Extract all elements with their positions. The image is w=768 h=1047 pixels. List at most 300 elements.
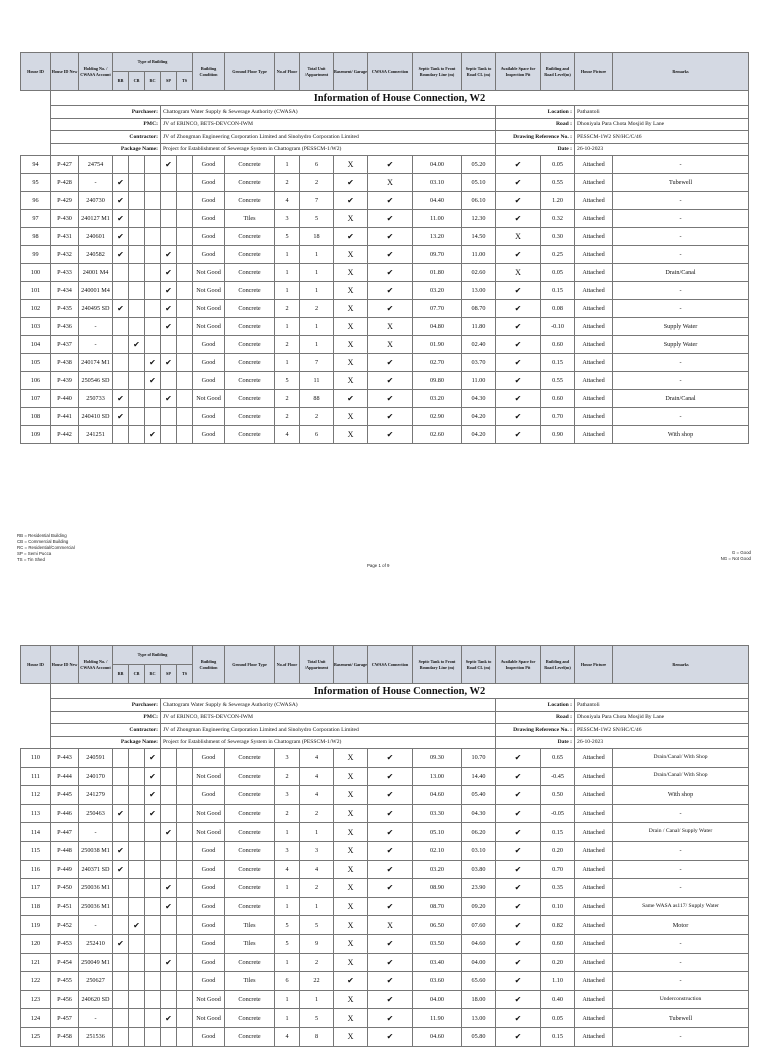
cell-remarks: Tubewell — [613, 1009, 749, 1028]
cell-septic-front: 08.70 — [413, 897, 462, 916]
cell-remarks: With shop — [613, 786, 749, 805]
cell-type-ts — [177, 408, 193, 426]
cell-holding-no: 240001 M4 — [79, 282, 113, 300]
col-rc: RC — [145, 72, 161, 91]
cell-inspection-space: ✔ — [496, 934, 541, 953]
cell-type-cb: ✔ — [129, 916, 145, 935]
cell-type-ts — [177, 767, 193, 786]
cell-type-rb: ✔ — [113, 300, 129, 318]
cell-basement: X — [334, 1009, 368, 1028]
cell-inspection-space: ✔ — [496, 390, 541, 408]
package-value: Project for Establishment of Sewerage System in Chattogram (PESSCM-1/W2) — [161, 143, 496, 156]
cell-no-of-floor: 1 — [275, 823, 300, 842]
cell-cwasa-connection: ✔ — [368, 953, 413, 972]
cell-holding-no: - — [79, 174, 113, 192]
cell-cwasa-connection: X — [368, 174, 413, 192]
legend-item: RB = Residential Building — [17, 533, 67, 538]
cell-house-id-new: P-439 — [51, 372, 79, 390]
cell-type-cb — [129, 372, 145, 390]
cell-basement: X — [334, 318, 368, 336]
cell-holding-no: 250627 — [79, 972, 113, 991]
purchaser-value: Chattogram Water Supply & Sewerage Authority (CWASA) — [161, 699, 496, 712]
table-row — [21, 372, 749, 390]
cell-building-condition: Good — [193, 372, 225, 390]
col-building-condition: Building Condition — [193, 53, 225, 91]
cell-house-id: 115 — [21, 841, 51, 860]
cell-type-cb — [129, 228, 145, 246]
cell-holding-no: - — [79, 1009, 113, 1028]
cell-inspection-space: ✔ — [496, 174, 541, 192]
cell-road-level: 0.70 — [541, 860, 575, 879]
cell-no-of-floor: 3 — [275, 841, 300, 860]
cell-holding-no: 24001 M4 — [79, 264, 113, 282]
cell-building-condition: Good — [193, 354, 225, 372]
cell-septic-front: 11.00 — [413, 210, 462, 228]
cell-no-of-floor: 5 — [275, 916, 300, 935]
cell-septic-road: 04.30 — [462, 804, 496, 823]
cell-house-id: 122 — [21, 972, 51, 991]
cell-road-level: 0.05 — [541, 1009, 575, 1028]
cell-septic-road: 02.60 — [462, 264, 496, 282]
cell-cwasa-connection: ✔ — [368, 426, 413, 444]
cell-floor-type: Concrete — [225, 336, 275, 354]
cell-floor-type: Concrete — [225, 228, 275, 246]
cell-type-rc — [145, 336, 161, 354]
cell-no-of-floor: 4 — [275, 192, 300, 210]
cell-remarks: Drain/Canal — [613, 390, 749, 408]
cell-road-level: 0.10 — [541, 897, 575, 916]
cell-septic-road: 13.00 — [462, 1009, 496, 1028]
cell-type-sp — [161, 192, 177, 210]
cell-road-level: 0.15 — [541, 823, 575, 842]
cell-type-sp — [161, 426, 177, 444]
cell-type-cb — [129, 210, 145, 228]
cell-holding-no: 240127 M1 — [79, 210, 113, 228]
cell-road-level: 0.15 — [541, 282, 575, 300]
cell-no-of-floor: 5 — [275, 228, 300, 246]
cell-septic-front: 04.80 — [413, 318, 462, 336]
cell-septic-front: 02.60 — [413, 426, 462, 444]
cell-type-cb — [129, 354, 145, 372]
cell-no-of-floor: 2 — [275, 408, 300, 426]
cell-house-id: 114 — [21, 823, 51, 842]
cell-total-unit: 5 — [300, 210, 334, 228]
cell-house-id-new: P-454 — [51, 953, 79, 972]
cell-floor-type: Concrete — [225, 786, 275, 805]
table-row — [21, 953, 749, 972]
cell-type-sp — [161, 916, 177, 935]
cell-no-of-floor: 4 — [275, 426, 300, 444]
cell-total-unit: 4 — [300, 786, 334, 805]
cell-house-picture: Attached — [575, 1009, 613, 1028]
cell-septic-front: 11.90 — [413, 1009, 462, 1028]
cell-house-picture: Attached — [575, 916, 613, 935]
cell-basement: X — [334, 879, 368, 898]
cell-floor-type: Concrete — [225, 300, 275, 318]
cell-type-ts — [177, 264, 193, 282]
cell-septic-road: 06.20 — [462, 823, 496, 842]
cell-basement: X — [334, 264, 368, 282]
cell-inspection-space: ✔ — [496, 156, 541, 174]
cell-total-unit: 1 — [300, 897, 334, 916]
cell-floor-type: Tiles — [225, 972, 275, 991]
cell-house-id-new: P-445 — [51, 786, 79, 805]
cell-floor-type: Concrete — [225, 318, 275, 336]
cell-type-rb — [113, 990, 129, 1009]
cell-house-picture: Attached — [575, 192, 613, 210]
cell-remarks: - — [613, 246, 749, 264]
col-ts: TS — [177, 665, 193, 684]
cell-septic-front: 09.70 — [413, 246, 462, 264]
road-value: Dhoniyala Para Chota Mosjid By Lane — [575, 711, 749, 724]
cell-type-rc: ✔ — [145, 749, 161, 768]
pmc-value: JV of ERINCO, BETS-DEVCON-IWM — [161, 711, 496, 724]
contractor-label: Contractor: — [113, 131, 161, 144]
cell-total-unit: 1 — [300, 282, 334, 300]
table-row — [21, 246, 749, 264]
cell-holding-no: 241251 — [79, 426, 113, 444]
cell-type-cb — [129, 246, 145, 264]
cell-type-rc — [145, 192, 161, 210]
cell-septic-road: 03.10 — [462, 841, 496, 860]
cell-type-sp — [161, 786, 177, 805]
cell-cwasa-connection: ✔ — [368, 860, 413, 879]
col-sp: SP — [161, 665, 177, 684]
table-row — [21, 282, 749, 300]
table-row — [21, 156, 749, 174]
date-label: Date : — [496, 143, 575, 156]
cell-type-rb — [113, 354, 129, 372]
cell-septic-front: 03.20 — [413, 860, 462, 879]
cell-road-level: 0.30 — [541, 228, 575, 246]
cell-basement: X — [334, 786, 368, 805]
cell-house-id: 94 — [21, 156, 51, 174]
cell-type-sp — [161, 336, 177, 354]
col-no-floor: No.of Floor — [275, 646, 300, 684]
cell-type-rb — [113, 767, 129, 786]
cell-total-unit: 4 — [300, 767, 334, 786]
cell-type-sp — [161, 1027, 177, 1046]
cell-cwasa-connection: ✔ — [368, 372, 413, 390]
cell-house-picture: Attached — [575, 228, 613, 246]
cell-building-condition: Good — [193, 786, 225, 805]
cell-holding-no: 240410 SD — [79, 408, 113, 426]
cell-floor-type: Concrete — [225, 841, 275, 860]
cell-road-level: -0.10 — [541, 318, 575, 336]
cell-septic-road: 11.80 — [462, 318, 496, 336]
cell-type-rb — [113, 786, 129, 805]
cell-building-condition: Good — [193, 192, 225, 210]
cell-type-rc — [145, 174, 161, 192]
cell-floor-type: Concrete — [225, 749, 275, 768]
document-title: Information of House Connection, W2 — [51, 684, 749, 699]
cell-basement: X — [334, 934, 368, 953]
date-label: Date : — [496, 736, 575, 749]
cell-house-picture: Attached — [575, 841, 613, 860]
cell-type-ts — [177, 246, 193, 264]
cell-type-rb — [113, 318, 129, 336]
cell-building-condition: Good — [193, 246, 225, 264]
cell-house-id-new: P-431 — [51, 228, 79, 246]
cell-floor-type: Tiles — [225, 916, 275, 935]
cell-type-rc — [145, 860, 161, 879]
cell-road-level: -0.05 — [541, 804, 575, 823]
drawing-label: Drawing Reference No. : — [496, 724, 575, 737]
cell-type-rb — [113, 282, 129, 300]
cell-building-condition: Not Good — [193, 1009, 225, 1028]
cell-cwasa-connection: ✔ — [368, 972, 413, 991]
cell-type-rc: ✔ — [145, 786, 161, 805]
cell-septic-front: 06.50 — [413, 916, 462, 935]
cell-building-condition: Not Good — [193, 990, 225, 1009]
cell-road-level: 0.60 — [541, 336, 575, 354]
cell-type-ts — [177, 934, 193, 953]
cell-type-rc — [145, 390, 161, 408]
cell-cwasa-connection: ✔ — [368, 246, 413, 264]
cell-type-sp — [161, 749, 177, 768]
cell-building-condition: Good — [193, 879, 225, 898]
cell-floor-type: Concrete — [225, 767, 275, 786]
cell-remarks: - — [613, 300, 749, 318]
col-septic-front: Septic Tank to Front Boundary Line (m) — [413, 646, 462, 684]
cell-basement: X — [334, 372, 368, 390]
cell-house-picture: Attached — [575, 318, 613, 336]
cell-basement: X — [334, 749, 368, 768]
cell-house-picture: Attached — [575, 767, 613, 786]
cell-type-ts — [177, 804, 193, 823]
cell-building-condition: Good — [193, 426, 225, 444]
cell-total-unit: 8 — [300, 1027, 334, 1046]
cell-basement: X — [334, 1027, 368, 1046]
cell-remarks: With shop — [613, 426, 749, 444]
cell-type-rc — [145, 246, 161, 264]
cell-type-rc: ✔ — [145, 372, 161, 390]
cell-type-rb: ✔ — [113, 192, 129, 210]
page-footer — [17, 533, 751, 573]
location-label: Location : — [496, 699, 575, 712]
cell-type-sp: ✔ — [161, 354, 177, 372]
table-row — [21, 1009, 749, 1028]
cell-type-cb — [129, 897, 145, 916]
cell-type-ts — [177, 1009, 193, 1028]
cell-basement: X — [334, 426, 368, 444]
cell-inspection-space: ✔ — [496, 749, 541, 768]
cell-septic-front: 03.20 — [413, 390, 462, 408]
cell-house-id: 108 — [21, 408, 51, 426]
purchaser-label: Purchaser: — [113, 106, 161, 119]
col-basement: Basement/ Garage — [334, 53, 368, 91]
cell-type-rb: ✔ — [113, 246, 129, 264]
cell-house-id-new: P-455 — [51, 972, 79, 991]
cell-type-rb — [113, 972, 129, 991]
cell-road-level: 0.25 — [541, 246, 575, 264]
cell-total-unit: 88 — [300, 390, 334, 408]
table-row — [21, 174, 749, 192]
package-label: Package Name: — [113, 736, 161, 749]
cell-road-level: 0.20 — [541, 841, 575, 860]
table-row — [21, 390, 749, 408]
cell-holding-no: 241279 — [79, 786, 113, 805]
cell-remarks: - — [613, 156, 749, 174]
cell-remarks: Motor — [613, 916, 749, 935]
cell-type-cb — [129, 174, 145, 192]
cell-building-condition: Good — [193, 336, 225, 354]
cell-type-ts — [177, 426, 193, 444]
cell-septic-front: 01.80 — [413, 264, 462, 282]
cell-type-sp: ✔ — [161, 897, 177, 916]
cell-inspection-space: ✔ — [496, 426, 541, 444]
cell-total-unit: 3 — [300, 841, 334, 860]
cell-house-id-new: P-440 — [51, 390, 79, 408]
table-row — [21, 318, 749, 336]
table-row — [21, 897, 749, 916]
cell-type-sp: ✔ — [161, 953, 177, 972]
cell-basement: ✔ — [334, 228, 368, 246]
cell-floor-type: Concrete — [225, 192, 275, 210]
cell-no-of-floor: 2 — [275, 804, 300, 823]
col-rb: RB — [113, 72, 129, 91]
cell-type-cb — [129, 879, 145, 898]
pmc-label: PMC: — [113, 711, 161, 724]
cell-building-condition: Good — [193, 749, 225, 768]
legend-item: NG = Not Good — [720, 556, 751, 561]
cell-house-id-new: P-444 — [51, 767, 79, 786]
cell-holding-no: 250733 — [79, 390, 113, 408]
cell-road-level: 0.15 — [541, 1027, 575, 1046]
cell-septic-road: 11.00 — [462, 372, 496, 390]
cell-septic-front: 03.30 — [413, 804, 462, 823]
cell-holding-no: 240174 M1 — [79, 354, 113, 372]
cell-type-sp: ✔ — [161, 264, 177, 282]
pmc-label: PMC: — [113, 118, 161, 131]
cell-no-of-floor: 4 — [275, 860, 300, 879]
cell-house-id: 104 — [21, 336, 51, 354]
cell-type-cb — [129, 749, 145, 768]
cell-type-cb — [129, 953, 145, 972]
cell-house-id: 102 — [21, 300, 51, 318]
cell-septic-front: 13.00 — [413, 767, 462, 786]
cell-inspection-space: ✔ — [496, 246, 541, 264]
cell-inspection-space: ✔ — [496, 318, 541, 336]
cell-no-of-floor: 1 — [275, 1009, 300, 1028]
cell-type-ts — [177, 897, 193, 916]
cell-holding-no: 240601 — [79, 228, 113, 246]
cell-house-picture: Attached — [575, 408, 613, 426]
cell-house-picture: Attached — [575, 953, 613, 972]
cell-inspection-space: ✔ — [496, 804, 541, 823]
cell-basement: X — [334, 336, 368, 354]
cell-septic-road: 04.60 — [462, 934, 496, 953]
cell-house-id-new: P-450 — [51, 879, 79, 898]
cell-total-unit: 2 — [300, 879, 334, 898]
cell-basement: ✔ — [334, 972, 368, 991]
cell-floor-type: Concrete — [225, 174, 275, 192]
cell-septic-front: 03.40 — [413, 953, 462, 972]
cell-building-condition: Good — [193, 408, 225, 426]
cell-type-cb — [129, 934, 145, 953]
cell-road-level: 0.65 — [541, 749, 575, 768]
cell-house-id-new: P-451 — [51, 897, 79, 916]
cell-type-rc — [145, 841, 161, 860]
cell-floor-type: Concrete — [225, 879, 275, 898]
cell-road-level: 0.15 — [541, 354, 575, 372]
cell-remarks: - — [613, 934, 749, 953]
cell-type-ts — [177, 990, 193, 1009]
cell-house-id: 112 — [21, 786, 51, 805]
date-value: 26-10-2023 — [575, 143, 749, 156]
cell-house-picture: Attached — [575, 264, 613, 282]
cell-no-of-floor: 2 — [275, 336, 300, 354]
cell-house-id-new: P-434 — [51, 282, 79, 300]
col-cb: CB — [129, 665, 145, 684]
cell-house-picture: Attached — [575, 804, 613, 823]
cell-house-id-new: P-457 — [51, 1009, 79, 1028]
cell-house-id: 121 — [21, 953, 51, 972]
col-total-unit: Total Unit /Appartment — [300, 646, 334, 684]
cell-no-of-floor: 4 — [275, 1027, 300, 1046]
legend-left — [17, 533, 75, 563]
cell-remarks: Drain/Canal — [613, 264, 749, 282]
drawing-label: Drawing Reference No. : — [496, 131, 575, 144]
cell-house-id: 107 — [21, 390, 51, 408]
cell-road-level: 0.55 — [541, 174, 575, 192]
cell-septic-road: 05.20 — [462, 156, 496, 174]
cell-type-rc — [145, 282, 161, 300]
cell-type-rc — [145, 990, 161, 1009]
cell-basement: X — [334, 916, 368, 935]
cell-type-rc — [145, 210, 161, 228]
house-connection-table — [20, 645, 749, 1047]
cell-septic-road: 04.20 — [462, 426, 496, 444]
cell-cwasa-connection: ✔ — [368, 354, 413, 372]
cell-house-picture: Attached — [575, 897, 613, 916]
table-row — [21, 426, 749, 444]
cell-septic-road: 10.70 — [462, 749, 496, 768]
cell-remarks: Tubewell — [613, 174, 749, 192]
cell-holding-no: 240591 — [79, 749, 113, 768]
cell-type-cb — [129, 972, 145, 991]
cell-house-picture: Attached — [575, 156, 613, 174]
cell-house-id: 111 — [21, 767, 51, 786]
cell-no-of-floor: 2 — [275, 390, 300, 408]
cell-type-rb: ✔ — [113, 390, 129, 408]
col-cwasa: CWASA Connection — [368, 53, 413, 91]
cell-type-ts — [177, 210, 193, 228]
col-remarks: Remarks — [613, 53, 749, 91]
cell-holding-no: 24754 — [79, 156, 113, 174]
cell-house-id-new: P-430 — [51, 210, 79, 228]
cell-cwasa-connection: ✔ — [368, 767, 413, 786]
cell-inspection-space: ✔ — [496, 823, 541, 842]
cell-type-ts — [177, 1027, 193, 1046]
cell-house-id: 100 — [21, 264, 51, 282]
cell-cwasa-connection: ✔ — [368, 990, 413, 1009]
table-row — [21, 408, 749, 426]
cell-septic-road: 12.30 — [462, 210, 496, 228]
cell-house-id: 101 — [21, 282, 51, 300]
contractor-label: Contractor: — [113, 724, 161, 737]
cell-holding-no: 250049 M1 — [79, 953, 113, 972]
cell-type-rc — [145, 897, 161, 916]
cell-remarks: - — [613, 804, 749, 823]
col-septic-road: Septic Tank to Road CL (m) — [462, 646, 496, 684]
col-space: Available Space for Inspection Pit — [496, 53, 541, 91]
cell-type-rb: ✔ — [113, 174, 129, 192]
cell-holding-no: - — [79, 318, 113, 336]
cell-road-level: 0.20 — [541, 953, 575, 972]
cell-septic-road: 05.80 — [462, 1027, 496, 1046]
cell-type-sp: ✔ — [161, 156, 177, 174]
